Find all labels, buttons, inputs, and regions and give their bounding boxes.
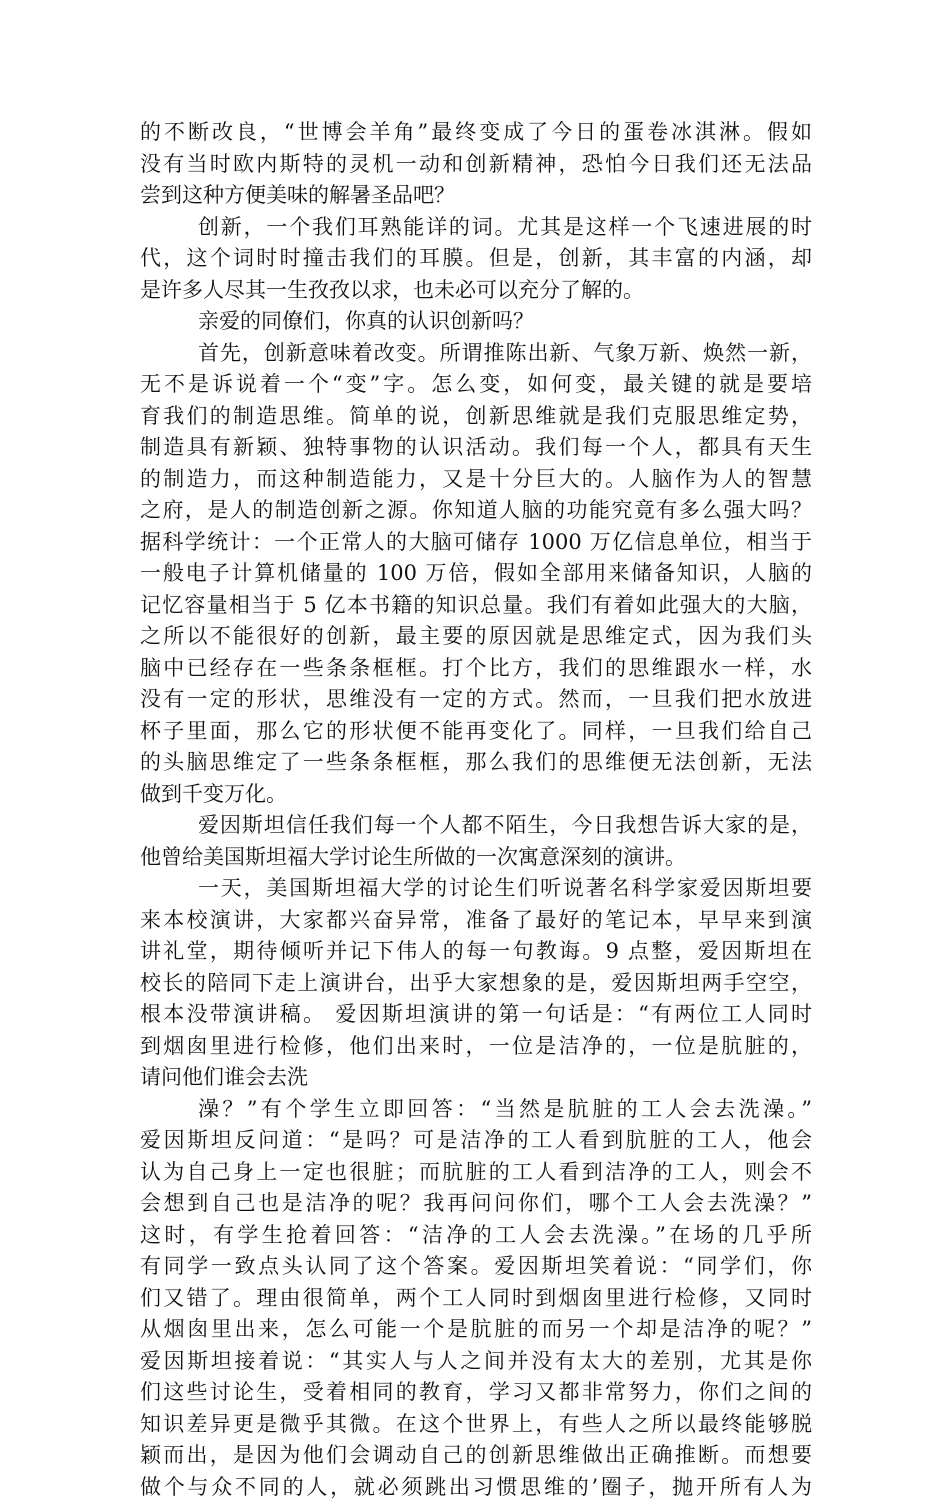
text-line: 没有当时欧内斯特的灵机一动和创新精神，恐怕今日我们还无法品: [140, 149, 812, 181]
text-line: 无不是诉说着一个“变”字。怎么变，如何变，最关键的就是要培: [140, 369, 812, 401]
text-line: 来本校演讲，大家都兴奋异常，准备了最好的笔记本，早早来到演: [140, 905, 812, 937]
text-line: 记忆容量相当于 5 亿本书籍的知识总量。我们有着如此强大的大脑，: [140, 590, 812, 622]
text-line: 认为自己身上一定也很脏；而肮脏的工人看到洁净的工人，则会不: [140, 1157, 812, 1189]
text-line: 做到千变万化。: [140, 779, 812, 811]
text-line: 育我们的制造思维。简单的说，创新思维就是我们克服思维定势，: [140, 401, 812, 433]
text-line: 会想到自己也是洁净的呢？我再问问你们，哪个工人会去洗澡？”: [140, 1188, 812, 1220]
text-line: 这时，有学生抢着回答：“洁净的工人会去洗澡。”在场的几乎所: [140, 1220, 812, 1252]
text-line: 校长的陪同下走上演讲台，出乎大家想象的是，爱因斯坦两手空空，: [140, 968, 812, 1000]
text-line: 制造具有新颖、独特事物的认识活动。我们每一个人，都具有天生: [140, 432, 812, 464]
text-line: 知识差异更是微乎其微。在这个世界上，有些人之所以最终能够脱: [140, 1409, 812, 1441]
text-line: 没有一定的形状，思维没有一定的方式。然而，一旦我们把水放进: [140, 684, 812, 716]
text-line: 根本没带演讲稿。 爱因斯坦演讲的第一句话是：“有两位工人同时: [140, 999, 812, 1031]
text-line: 之府，是人的制造创新之源。你知道人脑的功能究竟有多么强大吗？: [140, 495, 812, 527]
text-line: 爱因斯坦信任我们每一个人都不陌生，今日我想告诉大家的是，: [140, 810, 812, 842]
text-line: 澡？”有个学生立即回答：“当然是肮脏的工人会去洗澡。”: [140, 1094, 812, 1126]
text-line: 一般电子计算机储量的 100 万倍，假如全部用来储备知识，人脑的: [140, 558, 812, 590]
text-line: 尝到这种方便美味的解暑圣品吧？: [140, 180, 812, 212]
text-line: 的不断改良，“世博会羊角”最终变成了今日的蛋卷冰淇淋。假如: [140, 117, 812, 149]
text-line: 是许多人尽其一生孜孜以求，也未必可以充分了解的。: [140, 275, 812, 307]
text-line: 的头脑思维定了一些条条框框，那么我们的思维便无法创新，无法: [140, 747, 812, 779]
text-line: 据科学统计：一个正常人的大脑可储存 1000 万亿信息单位，相当于: [140, 527, 812, 559]
text-line: 颖而出，是因为他们会调动自己的创新思维做出正确推断。而想要: [140, 1440, 812, 1472]
text-line: 他曾给美国斯坦福大学讨论生所做的一次寓意深刻的演讲。: [140, 842, 812, 874]
document-page: [140, 117, 812, 1503]
text-line: 到烟囱里进行检修，他们出来时，一位是洁净的，一位是肮脏的，: [140, 1031, 812, 1063]
text-line: 讲礼堂，期待倾听并记下伟人的每一句教诲。9 点整，爱因斯坦在: [140, 936, 812, 968]
text-line: 从烟囱里出来，怎么可能一个是肮脏的而另一个却是洁净的呢？”: [140, 1314, 812, 1346]
text-line: 爱因斯坦反问道：“是吗？可是洁净的工人看到肮脏的工人，他会: [140, 1125, 812, 1157]
text-line: 的制造力，而这种制造能力，又是十分巨大的。人脑作为人的智慧: [140, 464, 812, 496]
text-line: 亲爱的同僚们，你真的认识创新吗？: [140, 306, 812, 338]
text-line: 杯子里面，那么它的形状便不能再变化了。同样，一旦我们给自己: [140, 716, 812, 748]
text-line: 创新，一个我们耳熟能详的词。尤其是这样一个飞速进展的时: [140, 212, 812, 244]
text-line: 们又错了。理由很简单，两个工人同时到烟囱里进行检修，又同时: [140, 1283, 812, 1315]
text-line: 首先，创新意味着改变。所谓推陈出新、气象万新、焕然一新，: [140, 338, 812, 370]
text-line: 脑中已经存在一些条条框框。打个比方，我们的思维跟水一样，水: [140, 653, 812, 685]
text-line: 之所以不能很好的创新，最主要的原因就是思维定式，因为我们头: [140, 621, 812, 653]
text-line: 做个与众不同的人，就必须跳出习惯思维的’圈子，抛开所有人为: [140, 1472, 812, 1503]
text-line: 有同学一致点头认同了这个答案。爱因斯坦笑着说：“同学们，你: [140, 1251, 812, 1283]
text-line: 请问他们谁会去洗: [140, 1062, 812, 1094]
text-line: 一天，美国斯坦福大学的讨论生们听说著名科学家爱因斯坦要: [140, 873, 812, 905]
text-line: 爱因斯坦接着说：“其实人与人之间并没有太大的差别，尤其是你: [140, 1346, 812, 1378]
text-line: 们这些讨论生，受着相同的教育，学习又都非常努力，你们之间的: [140, 1377, 812, 1409]
text-line: 代，这个词时时撞击我们的耳膜。但是，创新，其丰富的内涵，却: [140, 243, 812, 275]
